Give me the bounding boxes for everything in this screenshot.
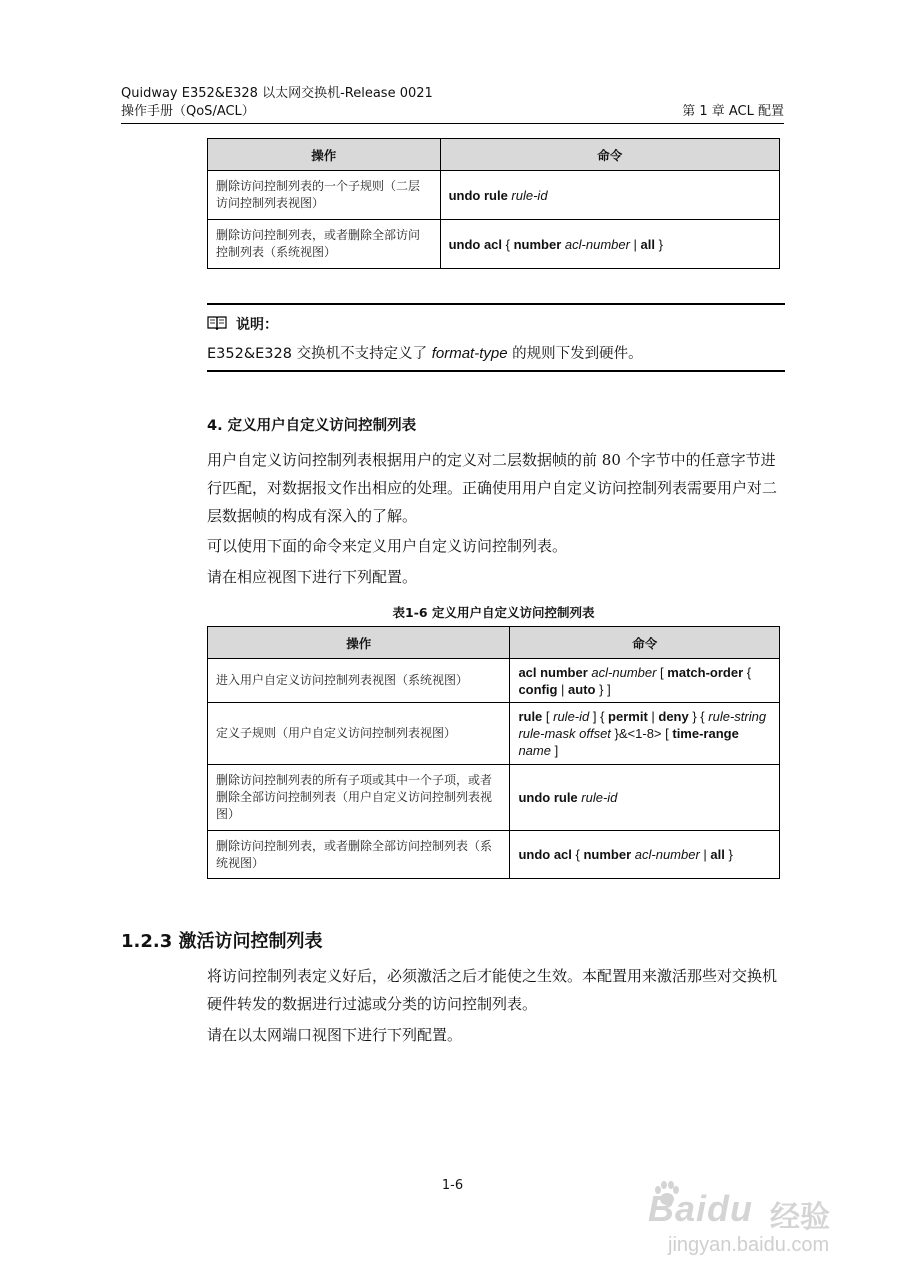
command-keyword: undo acl [518, 847, 576, 862]
table-row [208, 220, 780, 269]
command-syntax: } { [688, 709, 709, 724]
note-bottom-rule [207, 370, 785, 372]
table-caption: 表1-6 定义用户自定义访问控制列表 [392, 605, 595, 620]
table-cell-op: 定义子规则（用户自定义访问控制列表视图） [208, 703, 510, 765]
note-text-italic: format-type [431, 345, 508, 362]
table-main-header-op: 操作 [208, 627, 510, 659]
table-main-header-cmd: 命令 [510, 627, 780, 659]
table-cell-cmd [440, 220, 779, 269]
note-text-suffix: 的规则下发到硬件。 [507, 346, 643, 362]
command-syntax: | [647, 709, 659, 724]
command-syntax: | [629, 236, 641, 252]
table-cell-cmd [510, 765, 780, 831]
command-keyword: number [513, 236, 565, 252]
book-icon [207, 315, 227, 331]
note-text [207, 342, 643, 363]
command-keyword: all [710, 847, 725, 862]
command-keyword: deny [658, 709, 689, 724]
table-row [208, 765, 780, 831]
command-keyword: auto [568, 681, 596, 697]
table-cell-op: 删除访问控制列表，或者删除全部访问控制列表（系统视图） [208, 220, 441, 269]
command-syntax: ] { [589, 709, 609, 724]
command-syntax: { [505, 236, 514, 252]
note-label: 说明： [236, 317, 278, 333]
command-argument: rule-id [553, 709, 590, 724]
section-heading: 4. 定义用户自定义访问控制列表 [207, 418, 417, 434]
command-syntax: } [724, 847, 733, 862]
watermark-brand-cn: 经验 [770, 1201, 830, 1234]
note-text-prefix: E352&E328 交换机不支持定义了 [207, 346, 432, 362]
command-syntax: }&<1-8> [ [610, 726, 673, 741]
header-chapter: 第 1 章 ACL 配置 [682, 104, 784, 119]
page-number: 1-6 [441, 1178, 464, 1193]
command-keyword: time-range [672, 726, 739, 741]
table-top-header-op: 操作 [208, 139, 441, 171]
section-paragraph: 请在以太网端口视图下进行下列配置。 [207, 1026, 463, 1044]
table-cell-op: 进入用户自定义访问控制列表视图（系统视图） [208, 659, 510, 703]
command-syntax: [ [656, 664, 668, 680]
table-row [208, 703, 780, 765]
command-argument: rule-string rule-mask offset [518, 709, 767, 741]
command-syntax: } ] [595, 681, 611, 697]
header-subtitle: 操作手册（QoS/ACL） [121, 104, 255, 119]
command-argument: acl-number [634, 847, 700, 862]
command-syntax: } [655, 236, 663, 252]
command-keyword: undo acl [448, 236, 506, 252]
command-keyword: acl number [518, 664, 592, 680]
table-main [207, 626, 780, 879]
command-syntax: ] [550, 743, 559, 758]
command-argument: acl-number [564, 236, 630, 252]
command-keyword: undo rule [518, 790, 582, 805]
table-cell-op: 删除访问控制列表的所有子项或其中一个子项，或者删除全部访问控制列表（用户自定义访问控制列表视图） [208, 765, 510, 831]
section-paragraph: 请在相应视图下进行下列配置。 [207, 568, 418, 586]
command-keyword: match-order [667, 664, 744, 680]
command-keyword: undo rule [448, 187, 512, 203]
table-cell-cmd [510, 831, 780, 879]
watermark-url: jingyan.baidu.com [668, 1234, 830, 1256]
command-keyword: number [583, 847, 635, 862]
command-syntax: [ [542, 709, 554, 724]
command-syntax: | [699, 847, 711, 862]
command-keyword: rule [518, 709, 543, 724]
table-top [207, 138, 780, 269]
command-keyword: permit [608, 709, 648, 724]
table-row [208, 171, 780, 220]
table-cell-op: 删除访问控制列表的一个子规则（二层访问控制列表视图） [208, 171, 441, 220]
table-cell-cmd [510, 659, 780, 703]
section-paragraph: 可以使用下面的命令来定义用户自定义访问控制列表。 [207, 537, 568, 555]
command-keyword: config [518, 681, 558, 697]
command-argument: rule-id [581, 790, 618, 805]
command-syntax: | [557, 681, 569, 697]
command-argument: name [518, 743, 551, 758]
table-cell-cmd [440, 171, 779, 220]
table-row [208, 659, 780, 703]
table-cell-op: 删除访问控制列表，或者删除全部访问控制列表（系统视图） [208, 831, 510, 879]
table-row [208, 831, 780, 879]
note-top-rule [207, 303, 785, 305]
table-top-header-cmd: 命令 [440, 139, 779, 171]
table-cell-cmd [510, 703, 780, 765]
header-title: Quidway E352&E328 以太网交换机-Release 0021 [121, 86, 433, 101]
command-argument: acl-number [591, 664, 657, 680]
command-keyword: all [640, 236, 656, 252]
section-paragraph: 将访问控制列表定义好后，必须激活之后才能使之生效。本配置用来激活那些对交换机硬件转发的数据进行过滤或分类的访问控制列表。 [207, 967, 778, 1013]
watermark-brand: Baidu [648, 1188, 754, 1229]
command-syntax: { [743, 664, 752, 680]
command-syntax: { [575, 847, 584, 862]
header-divider [121, 123, 784, 124]
section-heading: 1.2.3 激活访问控制列表 [121, 931, 323, 952]
command-argument: rule-id [511, 187, 548, 203]
section-paragraph: 用户自定义访问控制列表根据用户的定义对二层数据帧的前 80 个字节中的任意字节进行匹配，对数据报文作出相应的处理。正确使用用户自定义访问控制列表需要用户对二层数据帧的构成有深入的了解。 [207, 451, 778, 525]
